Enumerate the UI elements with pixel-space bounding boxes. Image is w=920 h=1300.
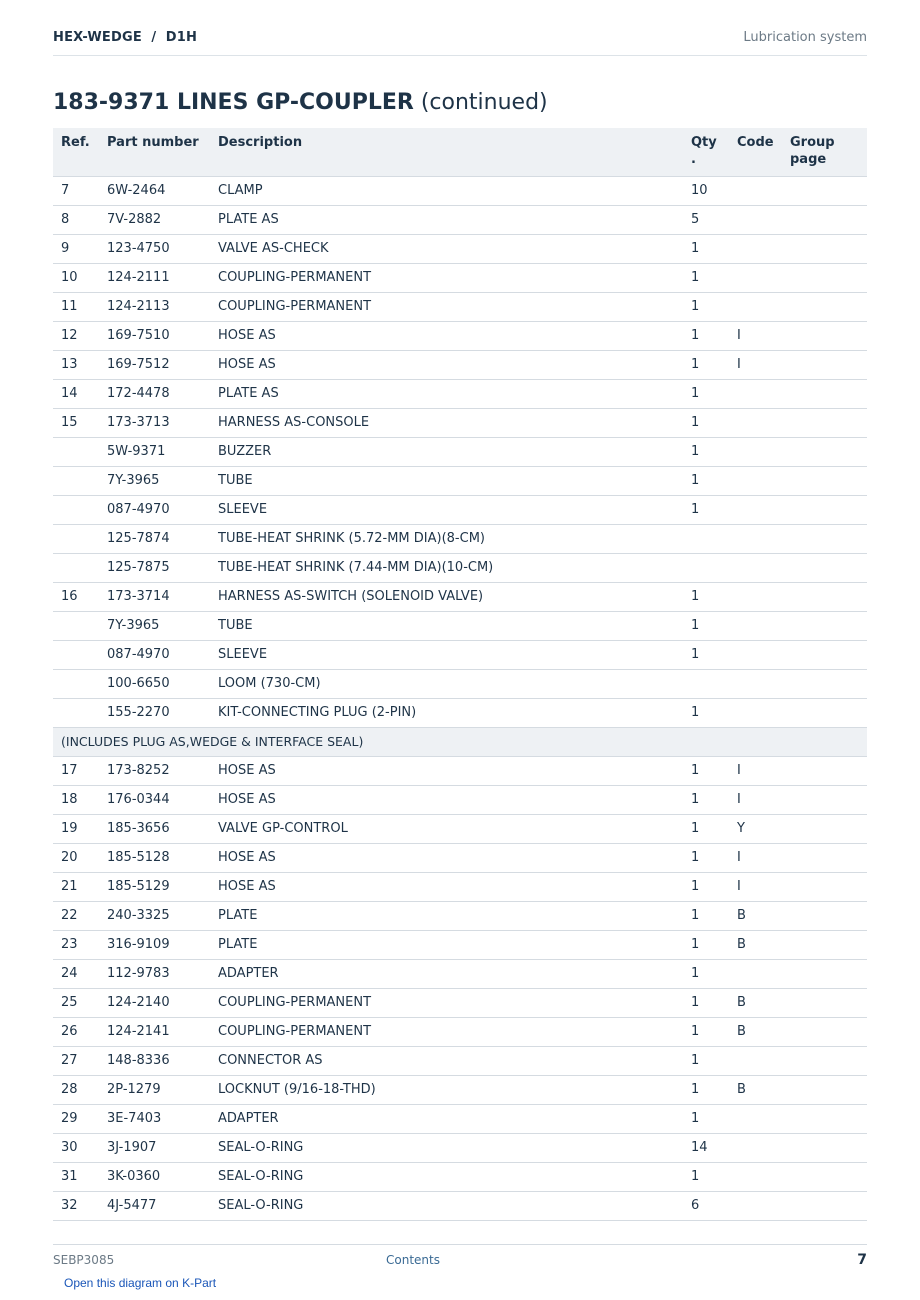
table-row [53,930,867,959]
cell-part-number: 3K-0360 [99,1162,210,1191]
cell-code: B [729,988,782,1017]
parts-table-body [53,176,867,1220]
cell-group-page [782,611,867,640]
table-row [53,843,867,872]
cell-ref: 15 [53,408,99,437]
cell-qty: 1 [683,495,729,524]
brand-breadcrumb: HEX-WEDGE / D1H [53,30,198,45]
table-row [53,698,867,727]
table-row [53,379,867,408]
cell-part-number: 4J-5477 [99,1191,210,1220]
cell-ref: 26 [53,1017,99,1046]
cell-description: HOSE AS [210,785,683,814]
cell-part-number: 100-6650 [99,669,210,698]
cell-code: B [729,901,782,930]
cell-qty: 1 [683,872,729,901]
cell-description: KIT-CONNECTING PLUG (2-PIN) [210,698,683,727]
cell-qty [683,553,729,582]
cell-ref: 21 [53,872,99,901]
table-row [53,524,867,553]
cell-qty: 1 [683,1046,729,1075]
table-note-row [53,727,867,756]
cell-code [729,1104,782,1133]
col-header-code: Code [729,128,782,176]
cell-code: B [729,1017,782,1046]
table-row [53,640,867,669]
cell-code [729,524,782,553]
cell-code: I [729,321,782,350]
cell-qty: 1 [683,901,729,930]
note-cell: (INCLUDES PLUG AS,WEDGE & INTERFACE SEAL) [53,727,867,756]
cell-group-page [782,1191,867,1220]
cell-part-number: 123-4750 [99,234,210,263]
cell-part-number: 155-2270 [99,698,210,727]
cell-part-number: 173-3713 [99,408,210,437]
cell-group-page [782,843,867,872]
col-header-qty: Qty . [683,128,729,176]
cell-code: I [729,843,782,872]
cell-description: PLATE AS [210,205,683,234]
table-row [53,669,867,698]
cell-description: HOSE AS [210,843,683,872]
cell-ref: 17 [53,756,99,785]
cell-group-page [782,408,867,437]
cell-code [729,1046,782,1075]
cell-part-number: 087-4970 [99,640,210,669]
cell-code [729,176,782,205]
table-row [53,466,867,495]
cell-description: VALVE AS-CHECK [210,234,683,263]
cell-qty: 1 [683,698,729,727]
cell-qty: 1 [683,234,729,263]
cell-ref: 16 [53,582,99,611]
cell-group-page [782,553,867,582]
section-title: Lubrication system [743,30,867,45]
table-row [53,1017,867,1046]
cell-group-page [782,582,867,611]
cell-description: LOOM (730-CM) [210,669,683,698]
cell-qty: 1 [683,321,729,350]
cell-part-number: 2P-1279 [99,1075,210,1104]
cell-part-number: 173-3714 [99,582,210,611]
cell-group-page [782,263,867,292]
table-row [53,205,867,234]
table-row [53,1133,867,1162]
col-header-part-number: Part number [99,128,210,176]
cell-ref: 32 [53,1191,99,1220]
cell-group-page [782,988,867,1017]
cell-code [729,379,782,408]
cell-code [729,263,782,292]
cell-description: CLAMP [210,176,683,205]
col-header-description: Description [210,128,683,176]
cell-part-number: 124-2111 [99,263,210,292]
page-number: 7 [857,1252,867,1268]
cell-part-number: 7Y-3965 [99,466,210,495]
cell-qty: 1 [683,756,729,785]
cell-code [729,698,782,727]
cell-code [729,1162,782,1191]
cell-group-page [782,176,867,205]
cell-part-number: 124-2113 [99,292,210,321]
cell-description: PLATE [210,930,683,959]
table-row [53,234,867,263]
cell-group-page [782,234,867,263]
cell-qty: 1 [683,1017,729,1046]
cell-description: TUBE [210,611,683,640]
cell-qty: 1 [683,1075,729,1104]
cell-qty: 1 [683,640,729,669]
cell-group-page [782,524,867,553]
cell-description: HARNESS AS-SWITCH (SOLENOID VALVE) [210,582,683,611]
cell-code [729,408,782,437]
table-row [53,756,867,785]
cell-ref: 18 [53,785,99,814]
col-header-ref: Ref. [53,128,99,176]
cell-part-number: 112-9783 [99,959,210,988]
cell-part-number: 148-8336 [99,1046,210,1075]
cell-description: PLATE [210,901,683,930]
page-title [53,90,548,115]
cell-group-page [782,785,867,814]
cell-qty: 1 [683,263,729,292]
cell-ref [53,611,99,640]
table-row [53,582,867,611]
cell-group-page [782,1046,867,1075]
cell-ref: 20 [53,843,99,872]
table-row [53,1046,867,1075]
cell-qty: 1 [683,379,729,408]
cell-group-page [782,205,867,234]
cell-ref: 9 [53,234,99,263]
cell-part-number: 173-8252 [99,756,210,785]
cell-group-page [782,901,867,930]
cell-group-page [782,1162,867,1191]
cell-code [729,582,782,611]
cell-code [729,669,782,698]
cell-qty: 1 [683,959,729,988]
cell-description: TUBE [210,466,683,495]
table-row [53,785,867,814]
cell-description: SEAL-O-RING [210,1162,683,1191]
cell-code: I [729,785,782,814]
top-header [53,28,867,56]
cell-ref: 29 [53,1104,99,1133]
cell-ref: 19 [53,814,99,843]
cell-group-page [782,756,867,785]
cell-part-number: 169-7510 [99,321,210,350]
table-row [53,408,867,437]
cell-ref: 14 [53,379,99,408]
table-row [53,437,867,466]
cell-code: I [729,350,782,379]
cell-code [729,234,782,263]
cell-description: HOSE AS [210,756,683,785]
col-header-group-page: Group page [782,128,867,176]
cell-code [729,640,782,669]
cell-description: TUBE-HEAT SHRINK (5.72-MM DIA)(8-CM) [210,524,683,553]
cell-part-number: 185-5129 [99,872,210,901]
cell-description: TUBE-HEAT SHRINK (7.44-MM DIA)(10-CM) [210,553,683,582]
cell-ref: 23 [53,930,99,959]
cell-qty [683,669,729,698]
cell-code: I [729,756,782,785]
cell-description: ADAPTER [210,959,683,988]
table-row [53,988,867,1017]
cell-description: SLEEVE [210,495,683,524]
cell-ref: 25 [53,988,99,1017]
cell-code [729,1191,782,1220]
cell-code [729,466,782,495]
open-kpart-link[interactable]: Open this diagram on K-Part [64,1276,217,1290]
table-row [53,901,867,930]
cell-code [729,437,782,466]
cell-description: LOCKNUT (9/16-18-THD) [210,1075,683,1104]
cell-ref: 28 [53,1075,99,1104]
cell-ref [53,698,99,727]
contents-link[interactable]: Contents [386,1253,440,1267]
cell-qty [683,524,729,553]
cell-part-number: 172-4478 [99,379,210,408]
cell-ref [53,466,99,495]
footer-divider [53,1244,867,1245]
table-row [53,176,867,205]
cell-qty: 1 [683,611,729,640]
cell-part-number: 7V-2882 [99,205,210,234]
cell-qty: 10 [683,176,729,205]
cell-group-page [782,321,867,350]
cell-code [729,553,782,582]
cell-ref: 30 [53,1133,99,1162]
cell-qty: 5 [683,205,729,234]
cell-code [729,205,782,234]
cell-code: B [729,1075,782,1104]
cell-group-page [782,698,867,727]
cell-description: SLEEVE [210,640,683,669]
cell-group-page [782,292,867,321]
cell-part-number: 3E-7403 [99,1104,210,1133]
cell-group-page [782,437,867,466]
cell-qty: 1 [683,988,729,1017]
cell-qty: 1 [683,1104,729,1133]
cell-qty: 6 [683,1191,729,1220]
cell-group-page [782,814,867,843]
table-row [53,292,867,321]
cell-code [729,292,782,321]
cell-ref [53,495,99,524]
cell-ref [53,640,99,669]
cell-group-page [782,1133,867,1162]
cell-part-number: 125-7874 [99,524,210,553]
cell-ref: 27 [53,1046,99,1075]
cell-code [729,959,782,988]
cell-description: SEAL-O-RING [210,1133,683,1162]
cell-part-number: 240-3325 [99,901,210,930]
cell-group-page [782,379,867,408]
cell-part-number: 087-4970 [99,495,210,524]
cell-qty: 1 [683,437,729,466]
cell-group-page [782,669,867,698]
cell-qty: 1 [683,350,729,379]
cell-part-number: 169-7512 [99,350,210,379]
table-row [53,814,867,843]
cell-part-number: 316-9109 [99,930,210,959]
cell-ref: 8 [53,205,99,234]
cell-description: COUPLING-PERMANENT [210,988,683,1017]
table-row [53,1104,867,1133]
cell-description: PLATE AS [210,379,683,408]
cell-part-number: 124-2141 [99,1017,210,1046]
cell-code: Y [729,814,782,843]
cell-qty: 1 [683,292,729,321]
cell-description: HARNESS AS-CONSOLE [210,408,683,437]
table-row [53,959,867,988]
cell-ref: 31 [53,1162,99,1191]
cell-description: COUPLING-PERMANENT [210,1017,683,1046]
cell-description: SEAL-O-RING [210,1191,683,1220]
cell-group-page [782,1075,867,1104]
cell-part-number: 6W-2464 [99,176,210,205]
table-row [53,872,867,901]
cell-code [729,1133,782,1162]
page-title-part: 183-9371 LINES GP-COUPLER [53,90,414,115]
cell-ref: 13 [53,350,99,379]
cell-code [729,611,782,640]
parts-table [53,128,867,1221]
table-row [53,350,867,379]
cell-part-number: 5W-9371 [99,437,210,466]
cell-part-number: 125-7875 [99,553,210,582]
table-row [53,1191,867,1220]
cell-qty: 1 [683,1162,729,1191]
cell-group-page [782,1104,867,1133]
cell-description: COUPLING-PERMANENT [210,292,683,321]
cell-qty: 1 [683,466,729,495]
cell-group-page [782,466,867,495]
cell-qty: 1 [683,843,729,872]
table-row [53,1162,867,1191]
cell-ref [53,553,99,582]
table-row [53,611,867,640]
cell-ref: 22 [53,901,99,930]
cell-description: HOSE AS [210,321,683,350]
cell-code: I [729,872,782,901]
cell-description: ADAPTER [210,1104,683,1133]
cell-ref: 11 [53,292,99,321]
cell-qty: 1 [683,930,729,959]
cell-code: B [729,930,782,959]
cell-ref: 12 [53,321,99,350]
cell-description: VALVE GP-CONTROL [210,814,683,843]
cell-description: HOSE AS [210,350,683,379]
cell-ref [53,524,99,553]
cell-part-number: 185-5128 [99,843,210,872]
cell-group-page [782,872,867,901]
cell-ref [53,437,99,466]
table-row [53,553,867,582]
cell-qty: 1 [683,408,729,437]
table-header-row [53,128,867,176]
cell-part-number: 185-3656 [99,814,210,843]
cell-code [729,495,782,524]
cell-group-page [782,959,867,988]
cell-qty: 1 [683,582,729,611]
doc-code: SEBP3085 [53,1253,115,1267]
cell-description: CONNECTOR AS [210,1046,683,1075]
cell-qty: 14 [683,1133,729,1162]
cell-part-number: 124-2140 [99,988,210,1017]
page-title-suffix: (continued) [413,90,548,115]
cell-qty: 1 [683,814,729,843]
table-row [53,263,867,292]
cell-part-number: 176-0344 [99,785,210,814]
cell-group-page [782,640,867,669]
cell-description: BUZZER [210,437,683,466]
cell-group-page [782,495,867,524]
cell-description: HOSE AS [210,872,683,901]
cell-part-number: 3J-1907 [99,1133,210,1162]
cell-ref: 7 [53,176,99,205]
cell-ref: 10 [53,263,99,292]
cell-qty: 1 [683,785,729,814]
cell-group-page [782,930,867,959]
cell-part-number: 7Y-3965 [99,611,210,640]
table-row [53,1075,867,1104]
table-row [53,321,867,350]
cell-ref [53,669,99,698]
cell-group-page [782,350,867,379]
cell-description: COUPLING-PERMANENT [210,263,683,292]
table-row [53,495,867,524]
cell-group-page [782,1017,867,1046]
cell-ref: 24 [53,959,99,988]
